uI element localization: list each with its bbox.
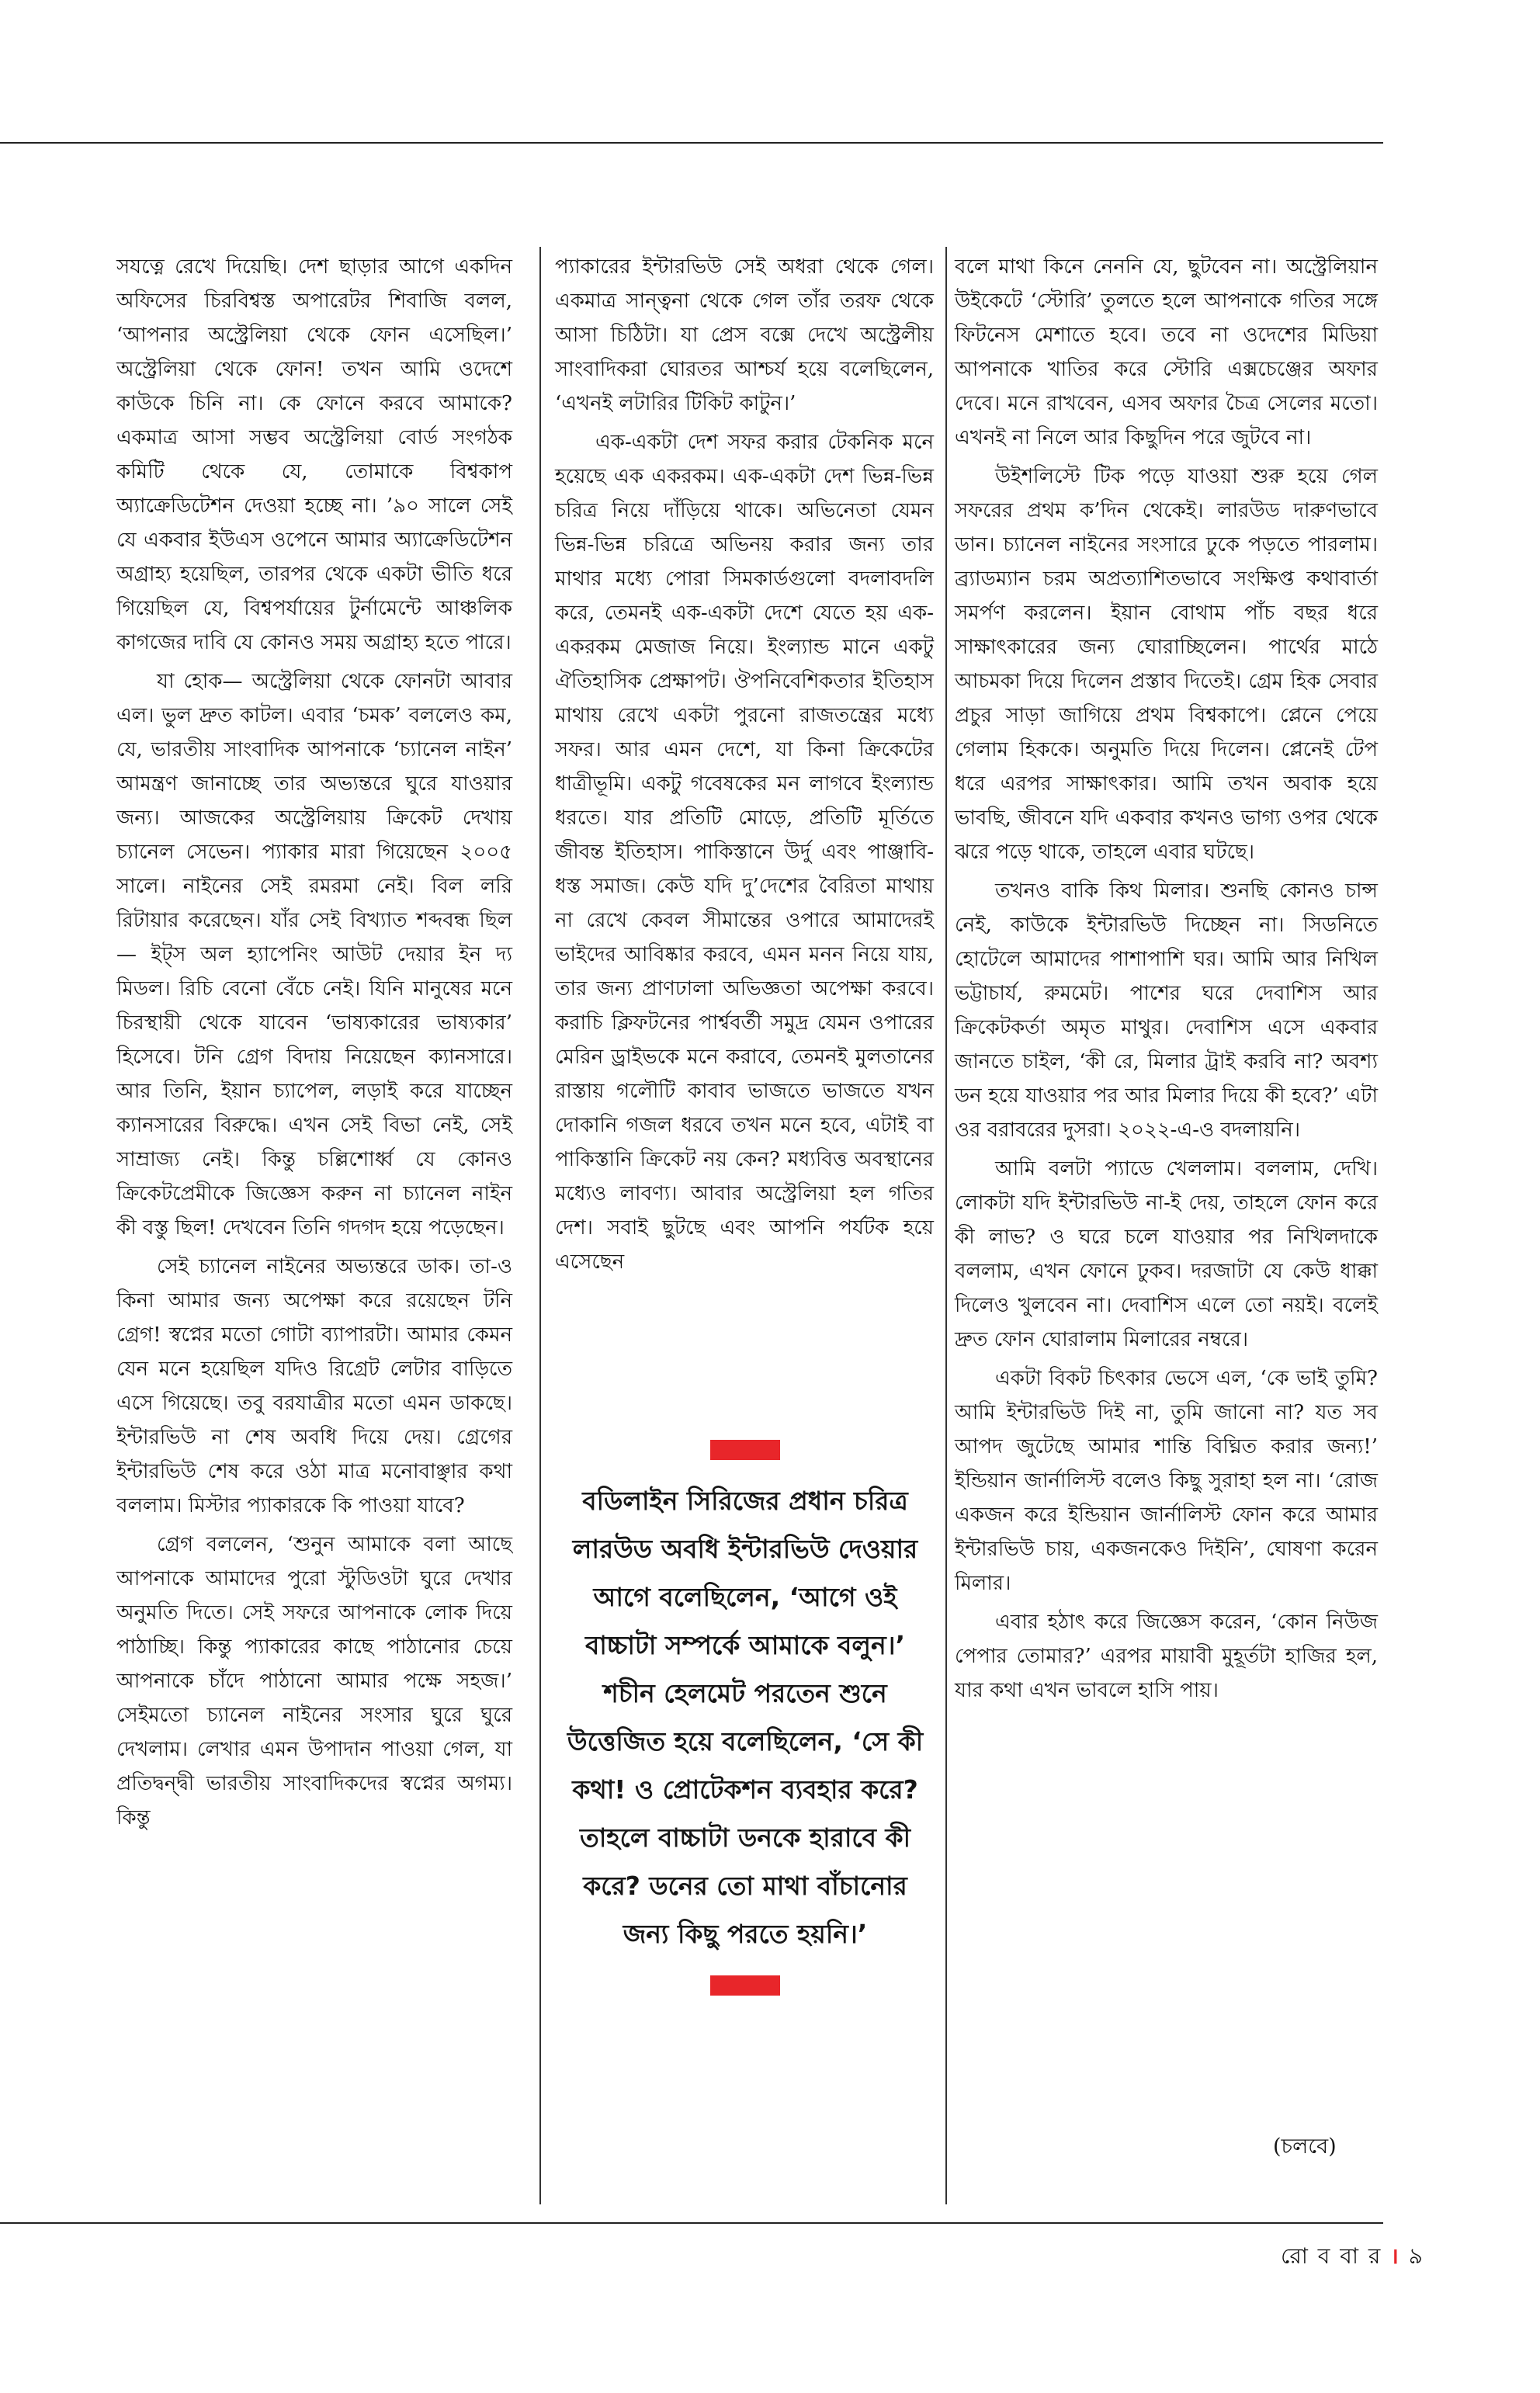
paragraph: গ্রেগ বললেন, ‘শুনুন আমাকে বলা আছে আপনাকে আমাদের পুরো স্টুডিওটা ঘুরে দেখার অনুমতি দিতে। সেই সফরে আপনাকে লোক দিয়ে পাঠাচ্ছি। কিন্তু প্যাকারের কাছে পাঠানোর চেয়ে আপনাকে চাঁদে পাঠানো আমার পক্ষে সহজ।’ সেইমতো চ্যানেল নাইনের সংসার ঘুরে ঘুরে দেখলাম। লেখার এমন উপাদান পাওয়া গেল, যা প্রতিদ্বন্দ্বী ভারতীয় সাংবাদিকদের স্বপ্নের অগম্য। কিন্তু [116,1533,512,1829]
bottom-rule [0,2222,1383,2224]
top-rule [0,142,1383,144]
paragraph: একটা বিকট চিৎকার ভেসে এল, ‘কে ভাই তুমি? আমি ইন্টারভিউ দিই না, তুমি জানো না? যত সব আপদ জুটেছে আমার শান্তি বিঘ্নিত করার জন্য!’ ইন্ডিয়ান জার্নালিস্ট বলেও কিছু সুরাহা হল না। ‘রোজ একজন করে ইন্ডিয়ান জার্নালিস্ট ফোন করে আমার ইন্টারভিউ চায়, একজনকেও দিইনি’, ঘোষণা করেন মিলার। [955,1367,1378,1595]
pull-quote-top-bar [710,1440,780,1460]
paragraph: যা হোক— অস্ট্রেলিয়া থেকে ফোনটা আবার এল। ভুল দ্রুত কাটল। এবার ‘চমক’ বললেও কম, যে, ভারতীয় সাংবাদিক আপনাকে ‘চ্যানেল নাইন’ আমন্ত্রণ জানাচ্ছে তার অভ্যন্তরে ঘুরে যাওয়ার জন্য। আজকের অস্ট্রেলিয়ায় ক্রিকেট দেখায় চ্যানেল সেভেন। প্যাকার মারা গিয়েছেন ২০০৫ সালে। নাইনের সেই রমরমা নেই। বিল লরি রিটায়ার করেছেন। যাঁর সেই বিখ্যাত শব্দবন্ধ ছিল— ইট্স অল হ্যাপেনিং আউট দেয়ার ইন দ্য মিডল। রিচি বেনো বেঁচে নেই। যিনি মানুষের মনে চিরস্থায়ী থেকে যাবেন ‘ভাষ্যকারের ভাষ্যকার’ হিসেবে। টনি গ্রেগ বিদায় নিয়েছেন ক্যানসারে। আর তিনি, ইয়ান চ্যাপেল, লড়াই করে যাচ্ছেন ক্যানসারের বিরুদ্ধে। এখন সেই বিভা নেই, সেই সাম্রাজ্য নেই। কিন্তু চল্লিশোর্ধ্ব যে কোনও ক্রিকেটপ্রেমীকে জিজ্ঞেস করুন না চ্যানেল নাইন কী বস্তু ছিল! দেখবেন তিনি গদগদ হয়ে পড়েছেন। [116,670,512,1240]
paragraph: এক-একটা দেশ সফর করার টেকনিক মনে হয়েছে এক একরকম। এক-একটা দেশ ভিন্ন-ভিন্ন চরিত্র নিয়ে দাঁড়িয়ে থাকে। অভিনেতা যেমন ভিন্ন-ভিন্ন চরিত্রে অভিনয় করার জন্য তার মাথার মধ্যে পোরা সিমকার্ডগুলো বদলাবদলি করে, তেমনই এক-একটা দেশে যেতে হয় এক-একরকম মেজাজ নিয়ে। ইংল্যান্ড মানে একটু ঐতিহাসিক প্রেক্ষাপট। ঔপনিবেশিকতার ইতিহাস মাথায় রেখে একটা পুরনো রাজতন্ত্রের মধ্যে সফর। আর এমন দেশে, যা কিনা ক্রিকেটের ধাত্রীভূমি। একটু গবেষকের মন লাগবে ইংল্যান্ড ধরতে। যার প্রতিটি মোড়ে, প্রতিটি মূর্তিতে জীবন্ত ইতিহাস। পাকিস্তানে উর্দু এবং পাঞ্জাবি-ধস্ত সমাজ। কেউ যদি দু’দেশের বৈরিতা মাথায় না রেখে কেবল সীমান্তের ওপারে আমাদেরই ভাইদের আবিষ্কার করবে, এমন মনন নিয়ে যায়, তার জন্য প্রাণঢালা অভিজ্ঞতা অপেক্ষা করবে। করাচি ক্লিফটনের পার্শ্ববর্তী সমুদ্র যেমন ওপারের মেরিন ড্রাইভকে মনে করাবে, তেমনই মুলতানের রাস্তায় গলৌটি কাবাব ভাজতে ভাজতে যখন দোকানি গজল ধরবে তখন মনে হবে, এটাই বা পাকিস্তানি ক্রিকেট নয় কেন? মধ্যবিত্ত অবস্থানের মধ্যেও লাবণ্য। আবার অস্ট্রেলিয়া হল গতির দেশ। সবাই ছুটছে এবং আপনি পর্যটক হয়ে এসেছেন [555,431,934,1274]
article-column-1 [116,250,512,1840]
paragraph: প্যাকারের ইন্টারভিউ সেই অধরা থেকে গেল। একমাত্র সান্ত্বনা থেকে গেল তাঁর তরফ থেকে আসা চিঠিটা। যা প্রেস বক্সে দেখে অস্ট্রেলীয় সাংবাদিকরা ঘোরতর আশ্চর্য হয়ে বলেছিলেন, ‘এখনই লটারির টিকিট কাটুন।’ [555,255,934,415]
paragraph: আমি বলটা প্যাডে খেললাম। বললাম, দেখি। লোকটা যদি ইন্টারভিউ না-ই দেয়, তাহলে ফোন করে কী লাভ? ও ঘরে চলে যাওয়ার পর নিখিলদাকে বললাম, এখন ফোনে ঢুকব। দরজাটা যে কেউ ধাক্কা দিলেও খুলবেন না। দেবাশিস এলে তো নয়ই। বলেই দ্রুত ফোন ঘোরালাম মিলারের নম্বরে। [955,1157,1378,1351]
paragraph: তখনও বাকি কিথ মিলার। শুনছি কোনও চান্স নেই, কাউকে ইন্টারভিউ দিচ্ছেন না। সিডনিতে হোটেলে আমাদের পাশাপাশি ঘর। আমি আর নিখিল ভট্টাচার্য, রুমমেট। পাশের ঘরে দেবাশিস আর ক্রিকেটকর্তা অমৃত মাথুর। দেবাশিস এসে একবার জানতে চাইল, ‘কী রে, মিলার ট্রাই করবি না? অবশ্য ডন হয়ে যাওয়ার পর আর মিলার দিয়ে কী হবে?’ এটা ওর বরাবরের দুসরা। ২০২২-এ-ও বদলায়নি। [955,879,1378,1142]
paragraph: উইশলিস্টে টিক পড়ে যাওয়া শুরু হয়ে গেল সফরের প্রথম ক’দিন থেকেই। লারউড দারুণভাবে ডান। চ্যানেল নাইনের সংসারে ঢুকে পড়তে পারলাম। ব্র্যাডম্যান চরম অপ্রত্যাশিতভাবে সংক্ষিপ্ত কথাবার্তা সমর্পণ করলেন। ইয়ান বোথাম পাঁচ বছর ধরে সাক্ষাৎকারের জন্য ঘোরাচ্ছিলেন। পার্থের মাঠে আচমকা দিয়ে দিলেন প্রস্তাব দিতেই। গ্রেম হিক সেবার প্রচুর সাড়া জাগিয়ে প্রথম বিশ্বকাপে। প্লেনে পেয়ে গেলাম হিককে। অনুমতি দিয়ে দিলেন। প্লেনেই টেপ ধরে এরপর সাক্ষাৎকার। আমি তখন অবাক হয়ে ভাবছি, জীবনে যদি একবার কখনও ভাগ্য ওপর থেকে ঝরে পড়ে থাকে, তাহলে এবার ঘটছে। [955,465,1378,864]
pull-quote-bottom-bar [710,1975,780,1996]
pull-quote [559,1440,931,1996]
page-footer [1281,2239,1424,2276]
article-column-2 [555,250,934,1284]
paragraph: সযত্নে রেখে দিয়েছি। দেশ ছাড়ার আগে একদিন অফিসের চিরবিশ্বস্ত অপারেটর শিবাজি বলল, ‘আপনার অস্ট্রেলিয়া থেকে ফোন এসেছিল।’ অস্ট্রেলিয়া থেকে ফোন! তখন আমি ওদেশে কাউকে চিনি না। কে ফোনে করবে আমাকে? একমাত্র আসা সম্ভব অস্ট্রেলিয়া বোর্ড সংগঠক কমিটি থেকে যে, তোমাকে বিশ্বকাপ অ্যাক্রেডিটেশন দেওয়া হচ্ছে না। ’৯০ সালে সেই যে একবার ইউএস ওপেনে আমার অ্যাক্রেডিটেশন অগ্রাহ্য হয়েছিল, তারপর থেকে একটা ভীতি ধরে গিয়েছিল যে, বিশ্বপর্যায়ের টুর্নামেন্টে আঞ্চলিক কাগজের দাবি যে কোনও সময় অগ্রাহ্য হতে পারে। [116,255,512,654]
paragraph: বলে মাথা কিনে নেননি যে, ছুটবেন না। অস্ট্রেলিয়ান উইকেটে ‘স্টোরি’ তুলতে হলে আপনাকে গতির সঙ্গে ফিটনেস মেশাতে হবে। তবে না ওদেশের মিডিয়া আপনাকে খাতির করে স্টোরি এক্সচেঞ্জের অফার দেবে। মনে রাখবেন, এসব অফার চৈত্র সেলের মতো। এখনই না নিলে আর কিছুদিন পরে জুটবে না। [955,255,1378,449]
pull-quote-text: বডিলাইন সিরিজের প্রধান চরিত্র লারউড অবধি ইন্টারভিউ দেওয়ার আগে বলেছিলেন, ‘আগে ওই বাচ্চাটা সম্পর্কে আমাকে বলুন।’ শচীন হেলমেট পরতেন শুনে উত্তেজিত হয়ে বলেছিলেন, ‘সে কী কথা! ও প্রোটেকশন ব্যবহার করে? তাহলে বাচ্চাটা ডনকে হারাবে কী করে? ডনের তো মাথা বাঁচানোর জন্য কিছু পরতে হয়নি।’ [567,1486,924,1949]
paragraph: এবার হঠাৎ করে জিজ্ঞেস করেন, ‘কোন নিউজ পেপার তোমার?’ এরপর মায়াবী মুহূর্তটা হাজির হল, যার কথা এখন ভাবলে হাসি পায়। [955,1611,1378,1702]
column-divider [539,247,541,2204]
column-divider [945,247,947,2204]
page-number: ৯ [1408,2243,1424,2269]
paragraph: সেই চ্যানেল নাইনের অভ্যন্তরে ডাক। তা-ও কিনা আমার জন্য অপেক্ষা করে রয়েছেন টনি গ্রেগ! স্বপ্নের মতো গোটা ব্যাপারটা। আমার কেমন যেন মনে হয়েছিল যদিও রিগ্রেট লেটার বাড়িতে এসে গিয়েছে। তবু বরযাত্রীর মতো এমন ডাকছে। ইন্টারভিউ না শেষ অবধি দিয়ে দেয়। গ্রেগের ইন্টারভিউ শেষ করে ওঠা মাত্র মনোবাঞ্ছার কথা বললাম। মিস্টার প্যাকারকে কি পাওয়া যাবে? [116,1255,512,1517]
footer-separator: । [1390,2243,1400,2269]
magazine-name: রো ব বা র [1281,2243,1382,2269]
to-be-continued: (চলবে) [1273,2135,1337,2159]
article-column-3 [955,250,1378,1712]
